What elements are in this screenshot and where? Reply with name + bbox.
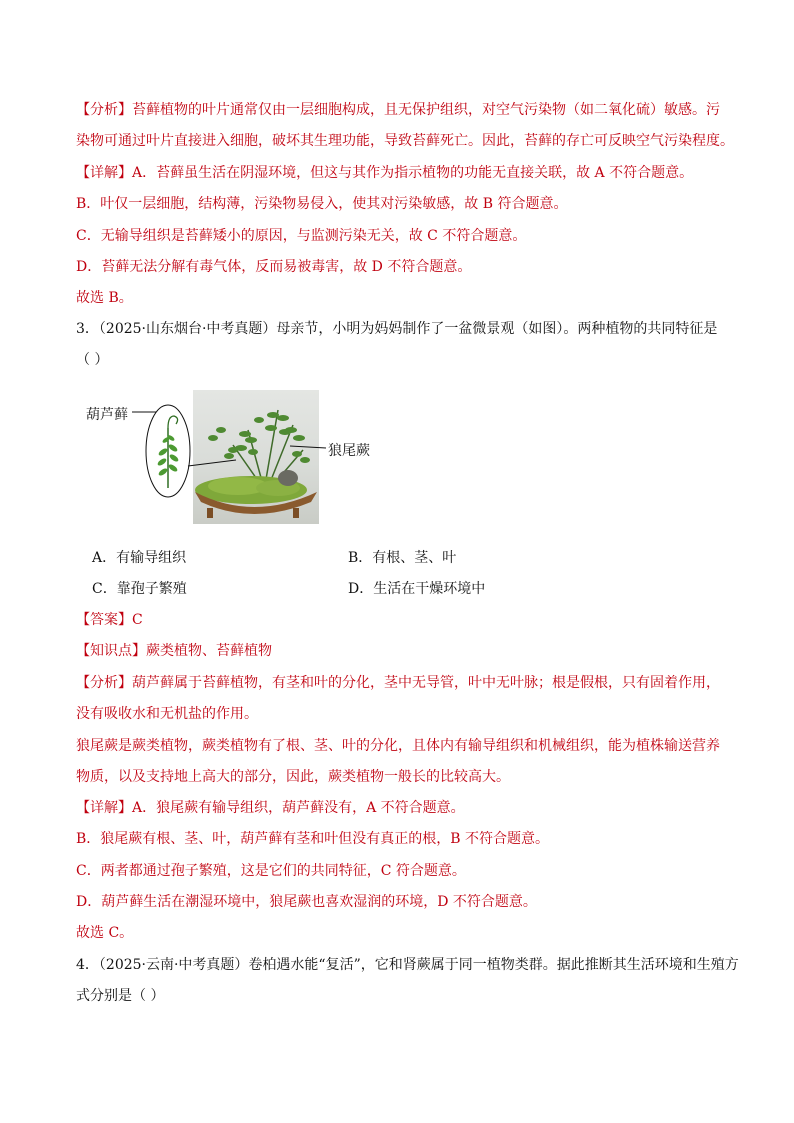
q3-detail-line-d: D．葫芦藓生活在潮湿环境中，狼尾蕨也喜欢湿润的环境，D 不符合题意。 xyxy=(76,894,537,910)
q3-detail-line-a: 【详解】A．狼尾蕨有输导组织，葫芦藓没有，A 不符合题意。 xyxy=(76,800,465,816)
detail-line-c: C．无输导组织是苔藓矮小的原因，与监测污染无关，故 C 不符合题意。 xyxy=(76,228,527,244)
knowledge-point-line: 【知识点】蕨类植物、苔藓植物 xyxy=(76,643,272,659)
conclusion-line: 故选 B。 xyxy=(76,290,133,306)
q3-analysis-line-4: 物质，以及支持地上高大的部分，因此，蕨类植物一般长的比较高大。 xyxy=(76,769,510,785)
detail-line-b: B．叶仅一层细胞，结构薄，污染物易侵入，使其对污染敏感，故 B 符合题意。 xyxy=(76,196,568,212)
fern-label: 狼尾蕨 xyxy=(328,443,370,459)
detail-line-d: D．苔藓无法分解有毒气体，反而易被毒害，故 D 不符合题意。 xyxy=(76,259,472,275)
question-3-bracket: （ ） xyxy=(76,352,109,368)
q3-conclusion-line: 故选 C。 xyxy=(76,925,134,941)
analysis-line-1: 【分析】苔藓植物的叶片通常仅由一层细胞构成，且无保护组织，对空气污染物（如二氧化硫）敏感。污 xyxy=(76,102,720,118)
q3-analysis-line-3: 狼尾蕨是蕨类植物，蕨类植物有了根、茎、叶的分化，且体内有输导组织和机械组织，能为植株输送营养 xyxy=(76,738,720,754)
question-4-stem-2: 式分别是（ ） xyxy=(76,988,165,1004)
option-d: D．生活在干燥环境中 xyxy=(348,581,486,597)
option-c: C．靠孢子繁殖 xyxy=(92,581,187,597)
q3-analysis-line-2: 没有吸收水和无机盐的作用。 xyxy=(76,706,258,722)
q3-analysis-line-1: 【分析】葫芦藓属于苔藓植物，有茎和叶的分化，茎中无导管，叶中无叶脉；根是假根，只有固着作用， xyxy=(76,675,720,691)
figure-annotations xyxy=(86,388,406,528)
microlandscape-figure xyxy=(86,388,406,528)
option-b: B．有根、茎、叶 xyxy=(348,550,457,566)
q3-detail-line-b: B．狼尾蕨有根、茎、叶，葫芦藓有茎和叶但没有真正的根，B 不符合题意。 xyxy=(76,831,550,847)
detail-line-a: 【详解】A．苔藓虽生活在阴湿环境，但这与其作为指示植物的功能无直接关联，故 A 不符合题意。 xyxy=(76,165,694,181)
option-a: A．有输导组织 xyxy=(92,550,187,566)
answer-line: 【答案】C xyxy=(76,612,143,628)
q3-detail-line-c: C．两者都通过孢子繁殖，这是它们的共同特征，C 符合题意。 xyxy=(76,863,466,879)
question-4-stem: 4．（2025·云南·中考真题）卷柏遇水能“复活”，它和肾蕨属于同一植物类群。据此推断其生活环境和生殖方 xyxy=(76,957,739,973)
analysis-line-2: 染物可通过叶片直接进入细胞，破坏其生理功能，导致苔藓死亡。因此，苔藓的存亡可反映空气污染程度。 xyxy=(76,133,734,149)
question-3-stem: 3．（2025·山东烟台·中考真题）母亲节，小明为妈妈制作了一盆微景观（如图）。两种植物的共同特征是 xyxy=(76,321,718,337)
moss-label: 葫芦藓 xyxy=(86,407,128,423)
